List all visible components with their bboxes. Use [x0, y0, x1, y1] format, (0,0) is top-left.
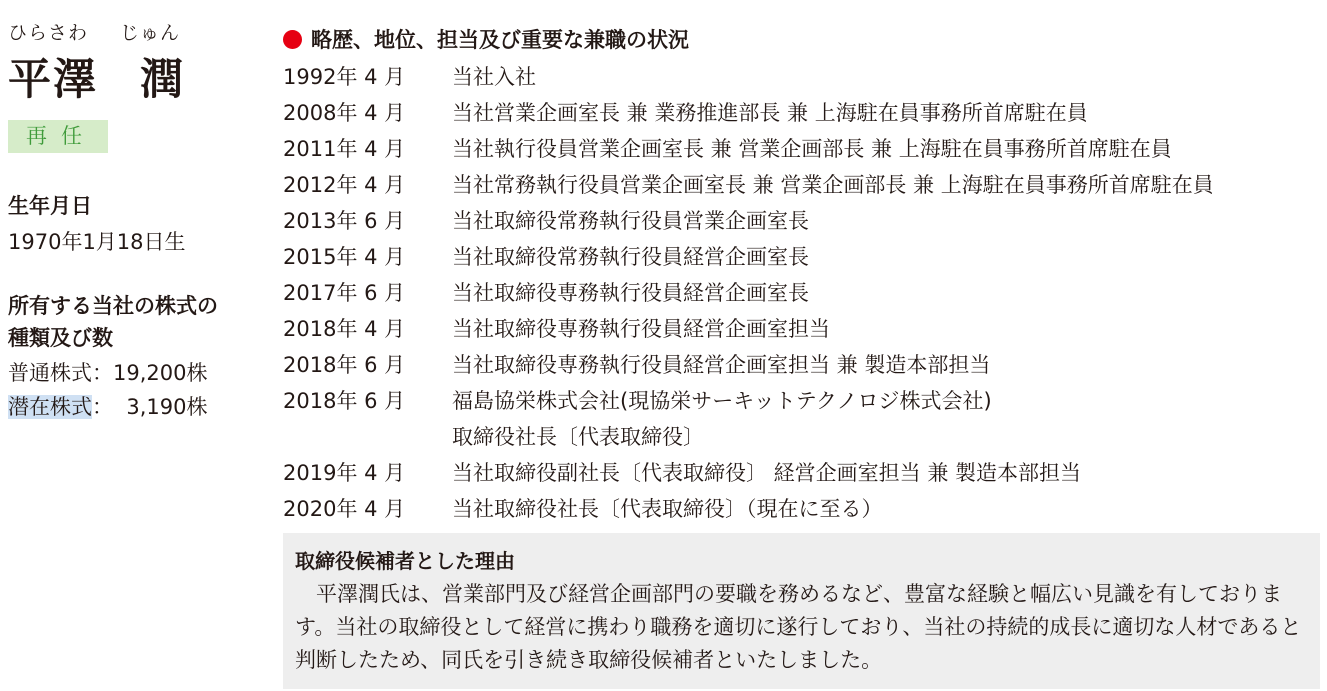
- red-bullet-icon: [283, 30, 302, 49]
- history-date: 2019年 4 月: [283, 461, 406, 485]
- history-row: [283, 202, 1214, 238]
- shares-label-line2: 種類及び数: [8, 326, 113, 350]
- history-row: [283, 94, 1214, 130]
- furigana-family: ひらさわ: [8, 22, 89, 44]
- history-desc: 当社取締役副社長〔代表取締役〕 経営企画室担当 兼 製造本部担当: [452, 461, 1082, 485]
- history-row: [283, 382, 1214, 418]
- history-list: [283, 58, 1214, 526]
- shares-label-line1: 所有する当社の株式の: [8, 294, 218, 318]
- history-row: [283, 418, 1214, 454]
- history-desc: 当社取締役常務執行役員営業企画室長: [452, 209, 809, 233]
- history-row: [283, 166, 1214, 202]
- history-date: 2013年 6 月: [283, 209, 406, 233]
- history-row: [283, 310, 1214, 346]
- birth-label: 生年月日: [8, 194, 92, 218]
- history-date: 2018年 4 月: [283, 317, 406, 341]
- history-date: 2020年 4 月: [283, 497, 406, 521]
- history-desc: 当社常務執行役員営業企画室長 兼 営業企画部長 兼 上海駐在員事務所首席駐在員: [452, 173, 1214, 197]
- reason-title: 取締役候補者とした理由: [295, 549, 515, 573]
- history-desc: 当社取締役専務執行役員経営企画室担当: [452, 317, 830, 341]
- history-date: 1992年 4 月: [283, 65, 406, 89]
- history-row: [283, 58, 1214, 94]
- history-title: 略歴、地位、担当及び重要な兼職の状況: [311, 28, 689, 52]
- birth-value: 1970年1月18日生: [8, 230, 186, 254]
- history-date: 2011年 4 月: [283, 137, 406, 161]
- history-desc: 取締役社長〔代表取締役〕: [452, 425, 704, 449]
- history-heading: [283, 24, 689, 54]
- history-date: 2012年 4 月: [283, 173, 406, 197]
- shares-common: [8, 357, 207, 387]
- history-row: [283, 454, 1214, 490]
- shares-potential: [8, 391, 207, 421]
- history-row: [283, 346, 1214, 382]
- history-desc: 当社取締役常務執行役員経営企画室長: [452, 245, 809, 269]
- shares-common-value: ：19,200株: [92, 361, 208, 385]
- history-row: [283, 238, 1214, 274]
- reason-box: [283, 533, 1320, 689]
- history-desc: 当社入社: [452, 65, 536, 89]
- shares-potential-label: 潜在株式: [8, 395, 92, 419]
- history-row: [283, 130, 1214, 166]
- history-desc: 福島協栄株式会社(現協栄サーキットテクノロジ株式会社): [452, 389, 992, 413]
- name-given: 潤: [140, 55, 185, 105]
- name-furigana: [8, 18, 180, 45]
- history-date: 2017年 6 月: [283, 281, 406, 305]
- history-date: 2015年 4 月: [283, 245, 406, 269]
- reappointment-badge: 再任: [8, 120, 108, 153]
- history-desc: 当社取締役社長〔代表取締役〕（現在に至る）: [452, 497, 883, 521]
- name-family: 平澤: [8, 55, 98, 105]
- history-desc: 当社取締役専務執行役員経営企画室長: [452, 281, 809, 305]
- history-date: 2008年 4 月: [283, 101, 406, 125]
- history-date: 2018年 6 月: [283, 389, 406, 413]
- history-date: 2018年 6 月: [283, 353, 406, 377]
- history-row: [283, 274, 1214, 310]
- history-desc: 当社営業企画室長 兼 業務推進部長 兼 上海駐在員事務所首席駐在員: [452, 101, 1088, 125]
- reason-body: 平澤潤氏は、営業部門及び経営企画部門の要職を務めるなど、豊富な経験と幅広い見識を有しております。当社の取締役として経営に携わり職務を適切に遂行しており、当社の持続的成長に適切な人材であると判断したため、同氏を引き続き取締役候補者といたしました。: [295, 582, 1302, 672]
- shares-common-label: 普通株式: [8, 361, 92, 385]
- history-desc: 当社執行役員営業企画室長 兼 営業企画部長 兼 上海駐在員事務所首席駐在員: [452, 137, 1172, 161]
- history-desc: 当社取締役専務執行役員経営企画室担当 兼 製造本部担当: [452, 353, 991, 377]
- shares-potential-value: ： 3,190株: [92, 395, 208, 419]
- candidate-name: [8, 46, 185, 107]
- history-row: [283, 490, 1214, 526]
- furigana-given: じゅん: [120, 22, 181, 44]
